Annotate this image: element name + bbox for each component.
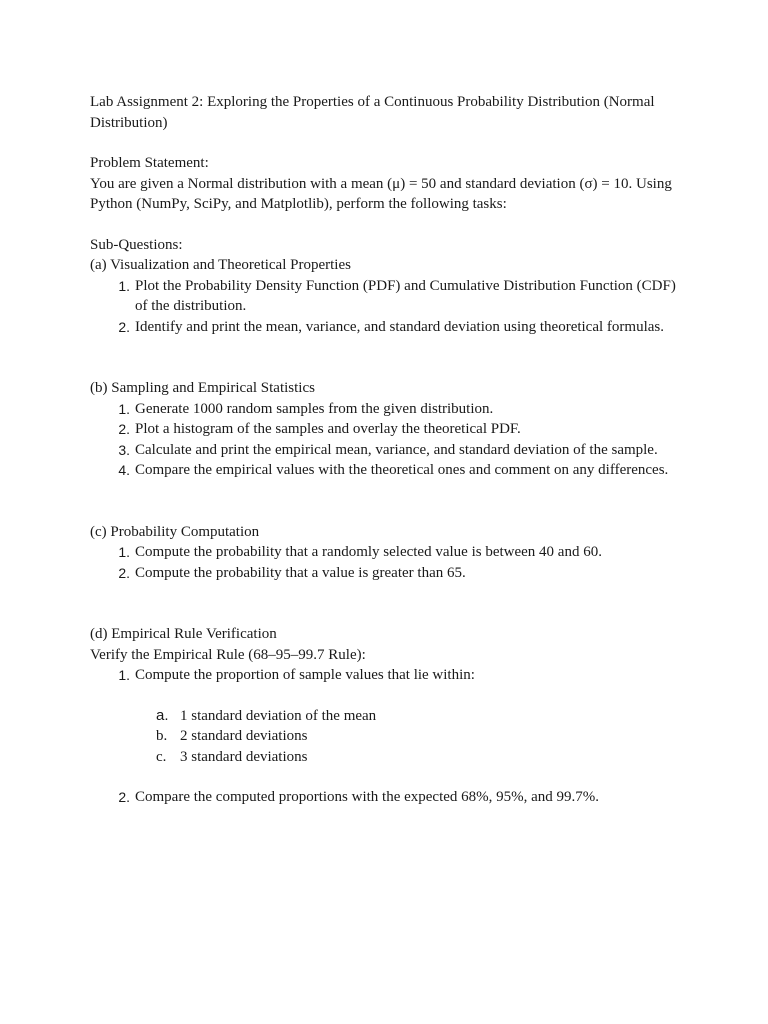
list-number: 3. [118, 441, 130, 458]
section-c-list [90, 542, 690, 583]
list-item-text: Plot the Probability Density Function (PDF) and Cumulative Distribution Function (CDF) of the distribution. [135, 277, 676, 314]
list-item [90, 419, 690, 440]
list-number: 1. [118, 277, 130, 294]
list-item-text: Compare the computed proportions with the expected 68%, 95%, and 99.7%. [135, 789, 600, 805]
sub-list-item-text: 3 standard deviations [180, 748, 308, 765]
section-c-heading: (c) Probability Computation [90, 523, 260, 540]
list-item-text: Compare the empirical values with the theoretical ones and comment on any differences. [135, 462, 669, 478]
list-item [90, 665, 690, 686]
sub-list-item [90, 726, 690, 747]
list-item-text: Calculate and print the empirical mean, variance, and standard deviation of the sample. [135, 441, 658, 458]
section-d-intro: Verify the Empirical Rule (68–95–99.7 Rule): [90, 646, 366, 663]
sub-list-item-text: 2 standard deviations [180, 728, 308, 744]
section-d-sublist [90, 706, 690, 768]
list-number: 1. [118, 400, 130, 417]
section-b-heading: (b) Sampling and Empirical Statistics [90, 380, 315, 396]
list-item [90, 440, 690, 461]
list-item [90, 542, 690, 563]
list-number: 1. [118, 544, 130, 560]
list-item-text: Compute the probability that a randomly selected value is between 40 and 60. [135, 544, 602, 560]
list-item-text: Plot a histogram of the samples and overlay the theoretical PDF. [135, 421, 521, 437]
list-item [90, 563, 690, 584]
subquestions-heading: Sub-Questions: [90, 236, 183, 253]
list-item-text: Compute the proportion of sample values that lie within: [135, 667, 475, 683]
list-item [90, 787, 690, 808]
list-item [90, 276, 690, 317]
list-item [90, 317, 690, 338]
list-letter: b. [156, 728, 168, 744]
list-item-text: Generate 1000 random samples from the given distribution. [135, 400, 494, 417]
section-b-list [90, 399, 690, 481]
list-item-text: Compute the probability that a value is greater than 65. [135, 564, 466, 581]
list-item-text: Identify and print the mean, variance, and standard deviation using theoretical formulas. [135, 318, 664, 335]
list-number: 2. [118, 318, 130, 335]
section-d-list [90, 665, 690, 686]
problem-heading: Problem Statement: [90, 155, 209, 171]
sub-list-item-text: 1 standard deviation of the mean [180, 707, 377, 724]
list-number: 2. [118, 789, 130, 805]
page-title: Lab Assignment 2: Exploring the Properties of a Continuous Probability Distribution (Normal Distribution) [90, 94, 655, 131]
list-number: 2. [118, 421, 130, 437]
section-a-list [90, 276, 690, 338]
list-number: 4. [118, 462, 130, 478]
problem-text: You are given a Normal distribution with a mean (μ) = 50 and standard deviation (σ) = 10. Using Python (NumPy, SciPy, and Matplotlib), perform the following tasks: [90, 175, 672, 212]
list-number: 1. [118, 667, 130, 683]
list-number: 2. [118, 564, 130, 581]
sub-list-item [90, 747, 690, 768]
list-item [90, 460, 690, 481]
section-a-heading: (a) Visualization and Theoretical Properties [90, 257, 351, 273]
document-page [90, 92, 690, 808]
list-letter: c. [156, 748, 167, 765]
list-letter: a. [156, 706, 169, 724]
section-d-list-continued [90, 787, 690, 808]
list-item [90, 399, 690, 420]
section-d-heading: (d) Empirical Rule Verification [90, 626, 277, 642]
sub-list-item [90, 706, 690, 727]
